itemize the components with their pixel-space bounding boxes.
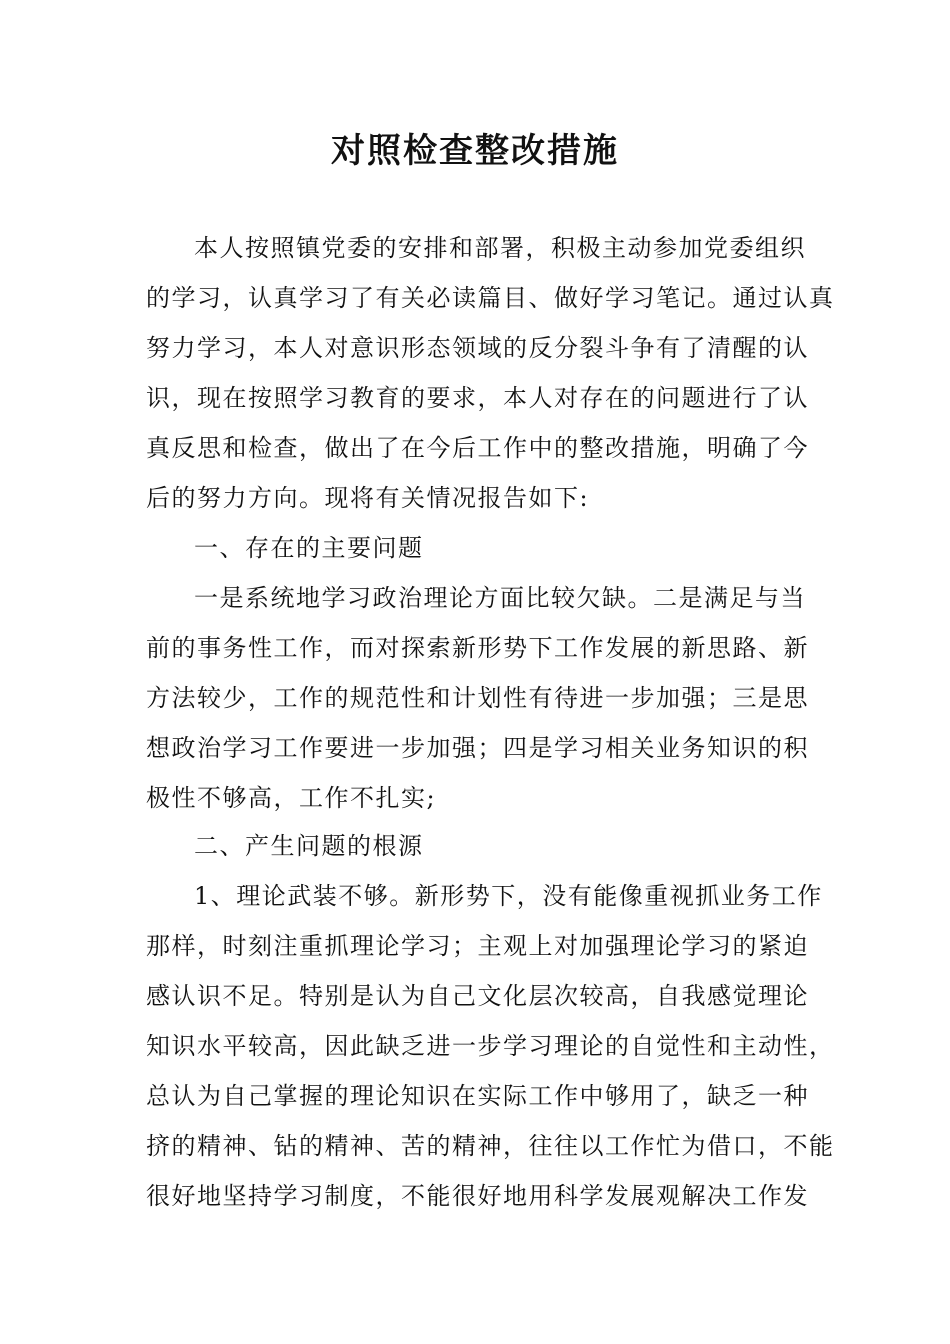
- paragraph-line: 本人按照镇党委的安排和部署，积极主动参加党委组织: [194, 234, 806, 262]
- paragraph-line: 前的事务性工作，而对探索新形势下工作发展的新思路、新: [146, 634, 809, 662]
- document-title: 对照检查整改措施: [331, 131, 619, 171]
- paragraph-line: 的学习，认真学习了有关必读篇目、做好学习笔记。通过认真: [146, 284, 835, 312]
- paragraph-line: 识，现在按照学习教育的要求，本人对存在的问题进行了认: [146, 384, 809, 412]
- section-heading: 二、产生问题的根源: [194, 832, 424, 860]
- paragraph-line: 极性不够高，工作不扎实;: [146, 784, 437, 812]
- paragraph-line: 努力学习，本人对意识形态领域的反分裂斗争有了清醒的认: [146, 334, 809, 362]
- paragraph-line: 想政治学习工作要进一步加强；四是学习相关业务知识的积: [146, 734, 809, 762]
- section-heading: 一、存在的主要问题: [194, 534, 424, 562]
- paragraph-line: 方法较少，工作的规范性和计划性有待进一步加强；三是思: [146, 684, 809, 712]
- paragraph-line: 真反思和检查，做出了在今后工作中的整改措施，明确了今: [146, 434, 809, 462]
- paragraph-line: 一是系统地学习政治理论方面比较欠缺。二是满足与当: [194, 584, 806, 612]
- paragraph-line: 感认识不足。特别是认为自己文化层次较高，自我感觉理论: [146, 982, 809, 1010]
- paragraph-line: 后的努力方向。现将有关情况报告如下:: [146, 484, 590, 512]
- paragraph-line: 总认为自己掌握的理论知识在实际工作中够用了，缺乏一种: [146, 1082, 809, 1110]
- paragraph-line: 很好地坚持学习制度，不能很好地用科学发展观解决工作发: [146, 1182, 809, 1210]
- paragraph-line: 挤的精神、钻的精神、苦的精神，往往以工作忙为借口，不能: [146, 1132, 835, 1160]
- paragraph-line: 那样，时刻注重抓理论学习；主观上对加强理论学习的紧迫: [146, 932, 809, 960]
- paragraph-line: 知识水平较高，因此缺乏进一步学习理论的自觉性和主动性，: [146, 1032, 835, 1060]
- paragraph-line: 1、理论武装不够。新形势下，没有能像重视抓业务工作: [194, 882, 823, 910]
